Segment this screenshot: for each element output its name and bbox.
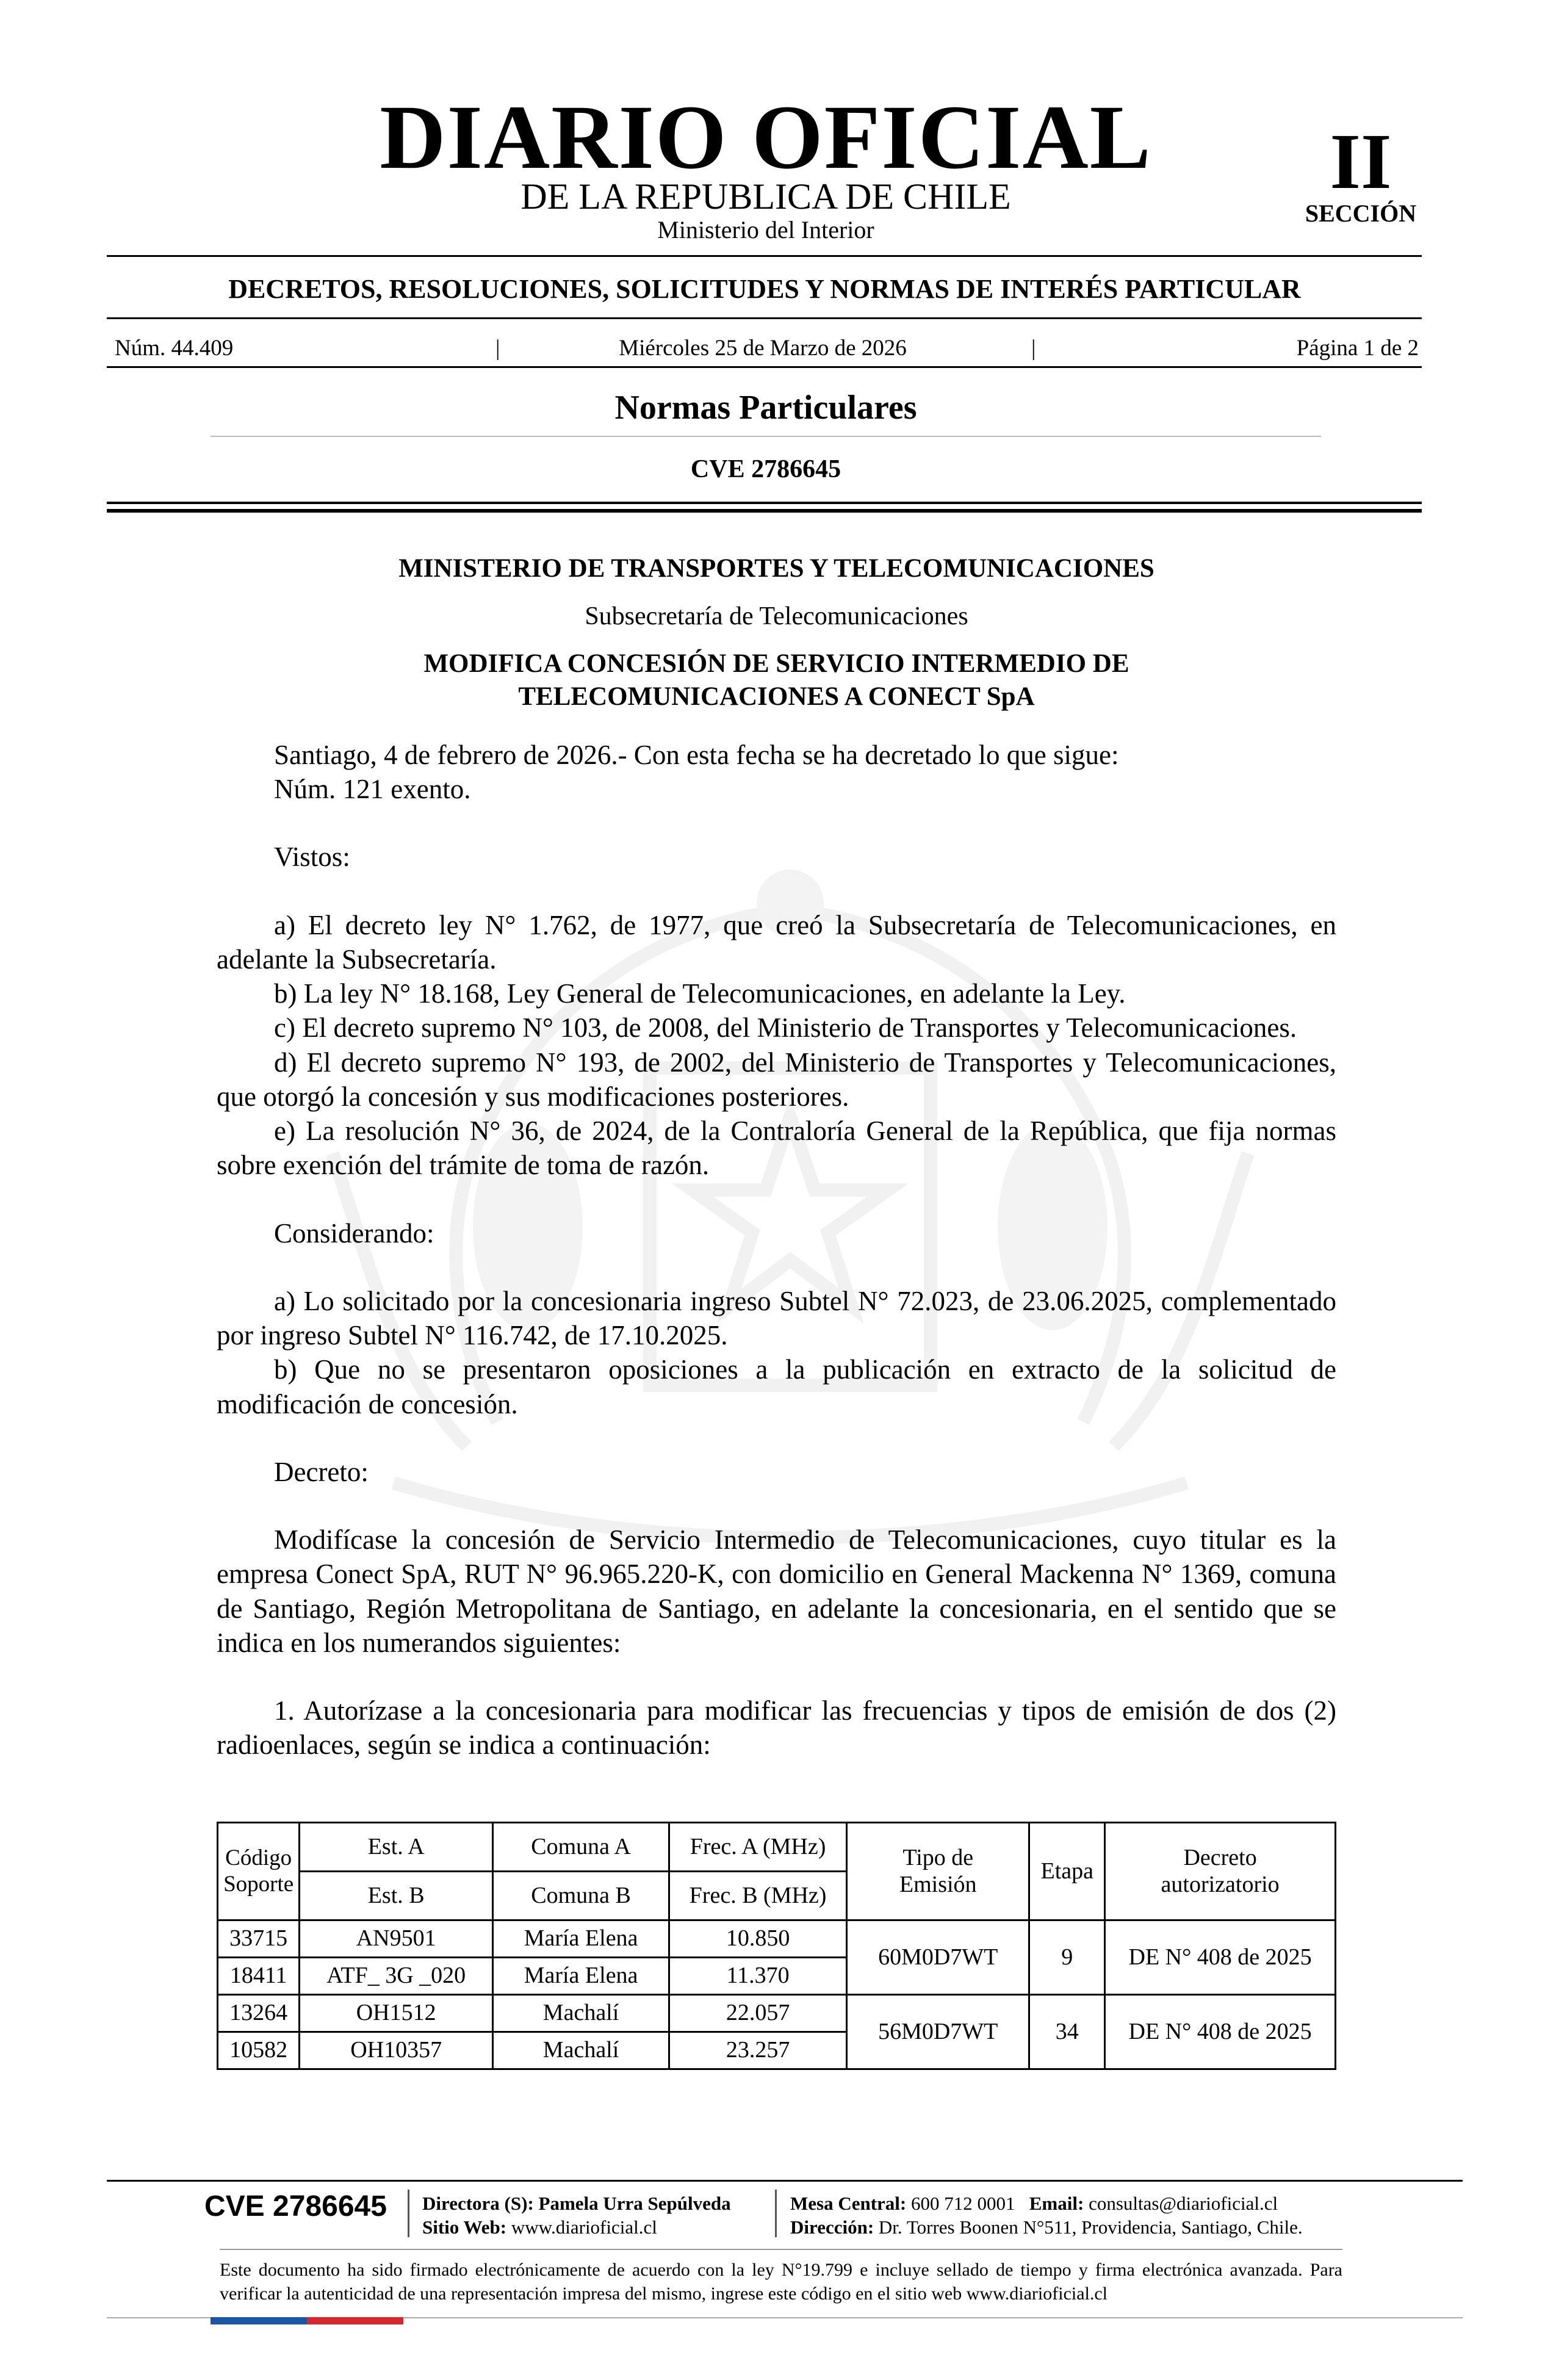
intro-line1: Santiago, 4 de febrero de 2026.- Con esta fecha se ha decretado lo que sigue: bbox=[274, 739, 1119, 770]
vistos-item: e) La resolución N° 36, de 2024, de la Contraloría General de la República, que fija normas sobre exención del trámite de toma de razón. bbox=[217, 1116, 1336, 1181]
cell-est: OH10357 bbox=[300, 2032, 493, 2069]
cell-decreto: DE N° 408 de 2025 bbox=[1105, 1920, 1336, 1995]
flag-stripe-blue bbox=[211, 2317, 307, 2324]
header-decreto: Decreto autorizatorio bbox=[1105, 1823, 1336, 1920]
vistos-item: d) El decreto supremo N° 193, de 2002, del Ministerio de Transportes y Telecomunicaciones, que otorgó la concesión y sus modificaciones posteriores. bbox=[217, 1047, 1336, 1112]
masthead-ministry: Ministerio del Interior bbox=[657, 216, 874, 243]
footer-email-link[interactable]: consultas@diarioficial.cl bbox=[1089, 2193, 1278, 2214]
cell-comuna: María Elena bbox=[493, 1958, 669, 1995]
footer-divider bbox=[775, 2190, 777, 2237]
header-frec-b: Frec. B (MHz) bbox=[669, 1872, 847, 1920]
cell-comuna: Machalí bbox=[493, 2032, 669, 2069]
cell-comuna: María Elena bbox=[493, 1920, 669, 1958]
cell-est: ATF_ 3G _020 bbox=[300, 1958, 493, 1995]
category-heading: DECRETOS, RESOLUCIONES, SOLICITUDES Y NORMAS DE INTERÉS PARTICULAR bbox=[228, 274, 1301, 304]
considerando-item: a) Lo solicitado por la concesionaria ingreso Subtel N° 72.023, de 23.06.2025, complementado por ingreso Subtel N° 116.742, de 17.10.2025. bbox=[217, 1285, 1336, 1350]
considerando-heading: Considerando: bbox=[274, 1217, 434, 1249]
footer-address-label: Dirección: bbox=[790, 2216, 874, 2238]
page-indicator: Página 1 de 2 bbox=[1296, 336, 1419, 361]
cell-etapa: 9 bbox=[1029, 1920, 1105, 1995]
header-est-b: Est. B bbox=[300, 1872, 493, 1920]
cve-code: CVE 2786645 bbox=[690, 455, 841, 483]
cell-frec: 10.850 bbox=[669, 1920, 847, 1958]
decreto-heading: Decreto: bbox=[274, 1456, 369, 1487]
footer-signature-note: Este documento ha sido firmado electrónicamente de acuerdo con la ley N°19.799 e incluye sellado de tiempo y firma electrónica avanzada. Para verificar la autenticidad de una representación impresa del mismo, ingrese este código en el sitio web www.diarioficial.cl bbox=[220, 2260, 1342, 2304]
table-row bbox=[218, 1920, 1336, 1958]
header-comuna-b: Comuna B bbox=[493, 1872, 669, 1920]
cell-codigo: 33715 bbox=[218, 1920, 300, 1958]
document-ministry: MINISTERIO DE TRANSPORTES Y TELECOMUNICACIONES bbox=[398, 554, 1154, 583]
cell-frec: 23.257 bbox=[669, 2032, 847, 2069]
cell-frec: 11.370 bbox=[669, 1958, 847, 1995]
footer-rule-top bbox=[107, 2180, 1463, 2182]
decreto-paragraph: Modifícase la concesión de Servicio Intermedio de Telecomunicaciones, cuyo titular es la empresa Conect SpA, RUT N° 96.965.220-K, con domicilio en General Mackenna N° 1369, comuna de Santiago, Región Metropolitana de Santiago, en adelante la concesionaria, en el sentido que se indica en los numerandos siguientes: bbox=[217, 1524, 1336, 1658]
header-etapa: Etapa bbox=[1029, 1823, 1105, 1920]
issue-number: Núm. 44.409 bbox=[115, 336, 234, 361]
header-est-a: Est. A bbox=[300, 1823, 493, 1872]
cell-tipo: 56M0D7WT bbox=[847, 1995, 1029, 2069]
cell-est: AN9501 bbox=[300, 1920, 493, 1958]
cell-comuna: Machalí bbox=[493, 1995, 669, 2032]
radio-links-table bbox=[217, 1822, 1336, 2070]
section-name: Normas Particulares bbox=[614, 389, 917, 427]
footer-cve-code: CVE 2786645 bbox=[204, 2190, 387, 2223]
cell-decreto: DE N° 408 de 2025 bbox=[1105, 1995, 1336, 2069]
flag-stripe-red bbox=[307, 2317, 403, 2324]
cell-codigo: 10582 bbox=[218, 2032, 300, 2069]
section-label: SECCIÓN bbox=[1305, 200, 1417, 227]
issue-separator: | bbox=[1031, 336, 1036, 361]
cell-est: OH1512 bbox=[300, 1995, 493, 2032]
intro-line2: Núm. 121 exento. bbox=[274, 774, 471, 804]
vistos-item: b) La ley N° 18.168, Ley General de Telecomunicaciones, en adelante la Ley. bbox=[274, 978, 1126, 1009]
document-subsecretary: Subsecretaría de Telecomunicaciones bbox=[585, 602, 968, 630]
footer-director-name: Pamela Urra Sepúlveda bbox=[538, 2193, 731, 2214]
cell-etapa: 34 bbox=[1029, 1995, 1105, 2069]
document-title-line1: MODIFICA CONCESIÓN DE SERVICIO INTERMEDIO DE bbox=[423, 649, 1129, 679]
issue-date: Miércoles 25 de Marzo de 2026 bbox=[619, 336, 907, 361]
header-codigo-soporte: Código Soporte bbox=[218, 1823, 300, 1920]
vistos-item: c) El decreto supremo N° 103, de 2008, del Ministerio de Transportes y Telecomunicaciones. bbox=[274, 1012, 1297, 1044]
cell-tipo: 60M0D7WT bbox=[847, 1920, 1029, 1995]
document-body bbox=[217, 552, 1336, 1762]
footer-web-label: Sitio Web: bbox=[422, 2216, 507, 2238]
section-number: II bbox=[1330, 118, 1392, 206]
vistos-heading: Vistos: bbox=[274, 842, 350, 873]
header-tipo-emision: Tipo de Emisión bbox=[847, 1823, 1029, 1920]
footer-web-link[interactable]: www.diarioficial.cl bbox=[511, 2216, 657, 2238]
footer-director-label: Directora (S): bbox=[422, 2193, 534, 2214]
header-comuna-a: Comuna A bbox=[493, 1823, 669, 1872]
considerando-item: b) Que no se presentaron oposiciones a la publicación en extracto de la solicitud de modificación de concesión. bbox=[217, 1354, 1336, 1419]
footer-phone: 600 712 0001 bbox=[911, 2193, 1015, 2214]
footer-phone-label: Mesa Central: bbox=[790, 2193, 907, 2214]
table-row bbox=[218, 1995, 1336, 2032]
cell-codigo: 18411 bbox=[218, 1958, 300, 1995]
footer-email-label: Email: bbox=[1029, 2193, 1084, 2214]
issue-rule bbox=[107, 366, 1422, 368]
masthead-rule bbox=[107, 255, 1422, 257]
footer-director-block bbox=[422, 2192, 731, 2240]
header-frec-a: Frec. A (MHz) bbox=[669, 1823, 847, 1872]
document-title-line2: TELECOMUNICACIONES A CONECT SpA bbox=[518, 682, 1035, 711]
category-rule-top bbox=[107, 317, 1422, 319]
footer-rule-mid bbox=[220, 2249, 1342, 2250]
cve-rule-1 bbox=[107, 502, 1422, 504]
footer-address: Dr. Torres Boonen N°511, Providencia, Santiago, Chile. bbox=[878, 2216, 1303, 2238]
cell-codigo: 13264 bbox=[218, 1995, 300, 2032]
newspaper-title: DIARIO OFICIAL bbox=[380, 87, 1152, 188]
issue-separator: | bbox=[495, 336, 500, 361]
newspaper-subtitle: DE LA REPUBLICA DE CHILE bbox=[520, 176, 1011, 217]
cell-frec: 22.057 bbox=[669, 1995, 847, 2032]
item-1: 1. Autorízase a la concesionaria para modificar las frecuencias y tipos de emisión de dos (2) radioenlaces, según se indica a continuación: bbox=[217, 1695, 1336, 1761]
footer-contact-block bbox=[790, 2192, 1303, 2240]
section-underline bbox=[211, 436, 1321, 437]
vistos-item: a) El decreto ley N° 1.762, de 1977, que creó la Subsecretaría de Telecomunicaciones, en adelante la Subsecretaría. bbox=[217, 909, 1336, 975]
footer-divider bbox=[408, 2190, 409, 2237]
cve-rule-2 bbox=[107, 509, 1422, 513]
